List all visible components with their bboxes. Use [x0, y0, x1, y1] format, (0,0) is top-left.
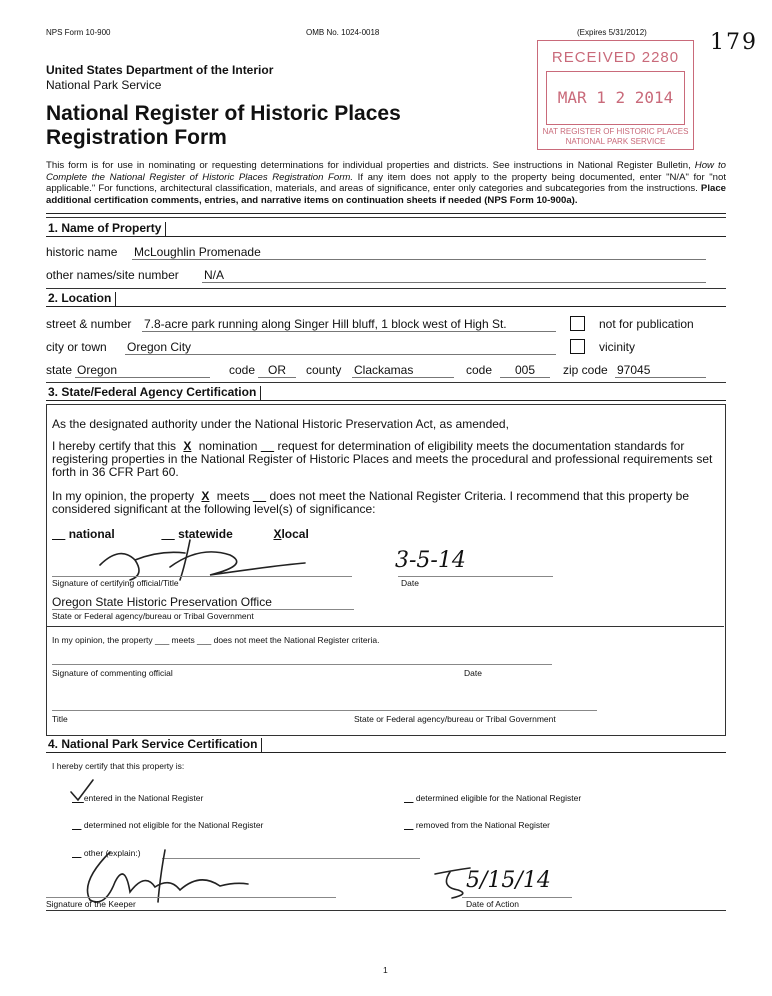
state-label: state [46, 363, 73, 377]
county-code-field[interactable]: 005 [500, 363, 550, 378]
entered-label: entered in the National Register [83, 793, 204, 803]
meets-mark: X [201, 489, 210, 503]
street-label: street & number [46, 317, 132, 331]
street-field[interactable]: 7.8-acre park running along Singer Hill bluff, 1 block west of High St. [142, 317, 556, 332]
section-1-title: 1. Name of Property [46, 222, 166, 236]
form-number: NPS Form 10-900 [46, 28, 111, 37]
page-number: 1 [383, 965, 388, 975]
signature-certifying-label: Signature of certifying official/Title [52, 578, 179, 588]
other-names-field[interactable]: N/A [202, 268, 706, 283]
commenting-signature-label: Signature of commenting official [52, 668, 173, 678]
expiration-date: (Expires 5/31/2012) [577, 28, 647, 37]
certification-date-handwritten: 3-5-14 [395, 548, 466, 573]
stamp-line-2: NATIONAL PARK SERVICE [565, 137, 666, 146]
zip-field[interactable]: 97045 [615, 363, 706, 378]
title-line-1: National Register of Historic Places [46, 102, 401, 125]
certify-text: I hereby certify that this X nomination request for determination of eligibility meets the documentation standards for registering properties in the National Register of Historic Places and meets the procedural and professional requirements set forth in 36 CFR Part 60. [52, 439, 713, 479]
national-label: national [68, 527, 115, 541]
option-determined-eligible[interactable] [404, 793, 581, 803]
comment-opinion-text: In my opinion, the property ___ meets ___ does not meet the National Register criteria. [52, 635, 380, 645]
received-stamp [537, 40, 694, 150]
section-4-title: 4. National Park Service Certification [46, 738, 262, 752]
option-removed[interactable] [404, 820, 550, 830]
county-code-label: code [466, 363, 493, 377]
local-label: local [281, 527, 309, 541]
city-field[interactable]: Oregon City [125, 340, 556, 355]
nps-certify-text: I hereby certify that this property is: [52, 761, 185, 771]
agency-value[interactable]: Oregon State Historic Preservation Office [52, 595, 272, 609]
commenting-date-label: Date [464, 668, 482, 678]
title-line-2: Registration Form [46, 126, 227, 149]
state-field[interactable]: Oregon [75, 363, 210, 378]
vicinity-label: vicinity [599, 340, 636, 354]
stamp-line-1: NAT REGISTER OF HISTORIC PLACES [542, 127, 689, 136]
department-name: United States Department of the Interior [46, 63, 274, 77]
option-determined-not-eligible[interactable] [72, 820, 263, 830]
certification-date-label: Date [401, 578, 419, 588]
intro-text-2: If any item does not apply to the property being documented, enter "N/A" for "not applicable." For functions, architectural classification, materials, and areas of significance, enter only categories and subcategories from the instructions. [46, 171, 726, 194]
stamp-date: MAR 1 2 2014 [557, 88, 674, 107]
historic-name-field[interactable]: McLoughlin Promenade [132, 245, 706, 260]
not-for-publication-label: not for publication [599, 317, 694, 331]
county-label: county [306, 363, 342, 377]
section-4-header [46, 738, 726, 753]
designated-authority-text: As the designated authority under the National Historic Preservation Act, as amended, [52, 417, 509, 431]
determined-not-eligible-label: determined not eligible for the National Register [83, 820, 264, 830]
determined-eligible-label: determined eligible for the National Register [415, 793, 582, 803]
vicinity-checkbox[interactable] [570, 339, 585, 354]
intro-bold-note: Place additional certification comments, entries, and narrative items on continuation sheets if needed (NPS Form 10-900a). [46, 183, 726, 206]
statewide-label: statewide [178, 527, 233, 541]
keeper-signature-label: Signature of the Keeper [46, 899, 136, 909]
service-name: National Park Service [46, 78, 162, 92]
opinion-text: In my opinion, the property X meets does not meet the National Register Criteria. I recommend that this property be considered significant at the following level(s) of significance: [52, 489, 690, 516]
intro-bulletin-title: How to Complete the National Register of Historic Places Registration Form. [46, 160, 726, 183]
not-for-publication-checkbox[interactable] [570, 316, 585, 331]
page-title [46, 102, 401, 150]
section-3-header [46, 386, 726, 401]
section-2-header [46, 292, 726, 307]
other-names-label: other names/site number [46, 268, 179, 282]
section-2-title: 2. Location [46, 292, 116, 306]
state-code-field[interactable]: OR [258, 363, 296, 378]
zip-label: zip code [563, 363, 608, 377]
section-1-header [46, 222, 726, 237]
agency-label-2: State or Federal agency/bureau or Tribal Government [354, 714, 556, 724]
action-date-handwritten: 5/15/14 [466, 868, 551, 893]
agency-label: State or Federal agency/bureau or Tribal Government [52, 611, 254, 621]
date-of-action-label: Date of Action [466, 899, 519, 909]
handwritten-page-number: 179 [710, 30, 758, 55]
omb-number: OMB No. 1024-0018 [306, 28, 380, 37]
intro-paragraph [46, 160, 726, 206]
state-code-label: code [229, 363, 256, 377]
historic-name-label: historic name [46, 245, 118, 259]
county-field[interactable]: Clackamas [352, 363, 454, 378]
removed-label: removed from the National Register [415, 820, 550, 830]
nomination-mark: X [183, 439, 192, 453]
local-mark: X [273, 527, 282, 541]
section-3-title: 3. State/Federal Agency Certification [46, 386, 261, 400]
title-label: Title [52, 714, 68, 724]
city-label: city or town [46, 340, 107, 354]
other-label: other (explain:) [83, 848, 141, 858]
intro-text-1: This form is for use in nominating or requesting determinations for individual properties and districts. See instructions in National Register Bulletin, [46, 160, 695, 171]
stamp-received: RECEIVED 2280 [551, 49, 680, 66]
option-entered[interactable] [72, 793, 203, 803]
